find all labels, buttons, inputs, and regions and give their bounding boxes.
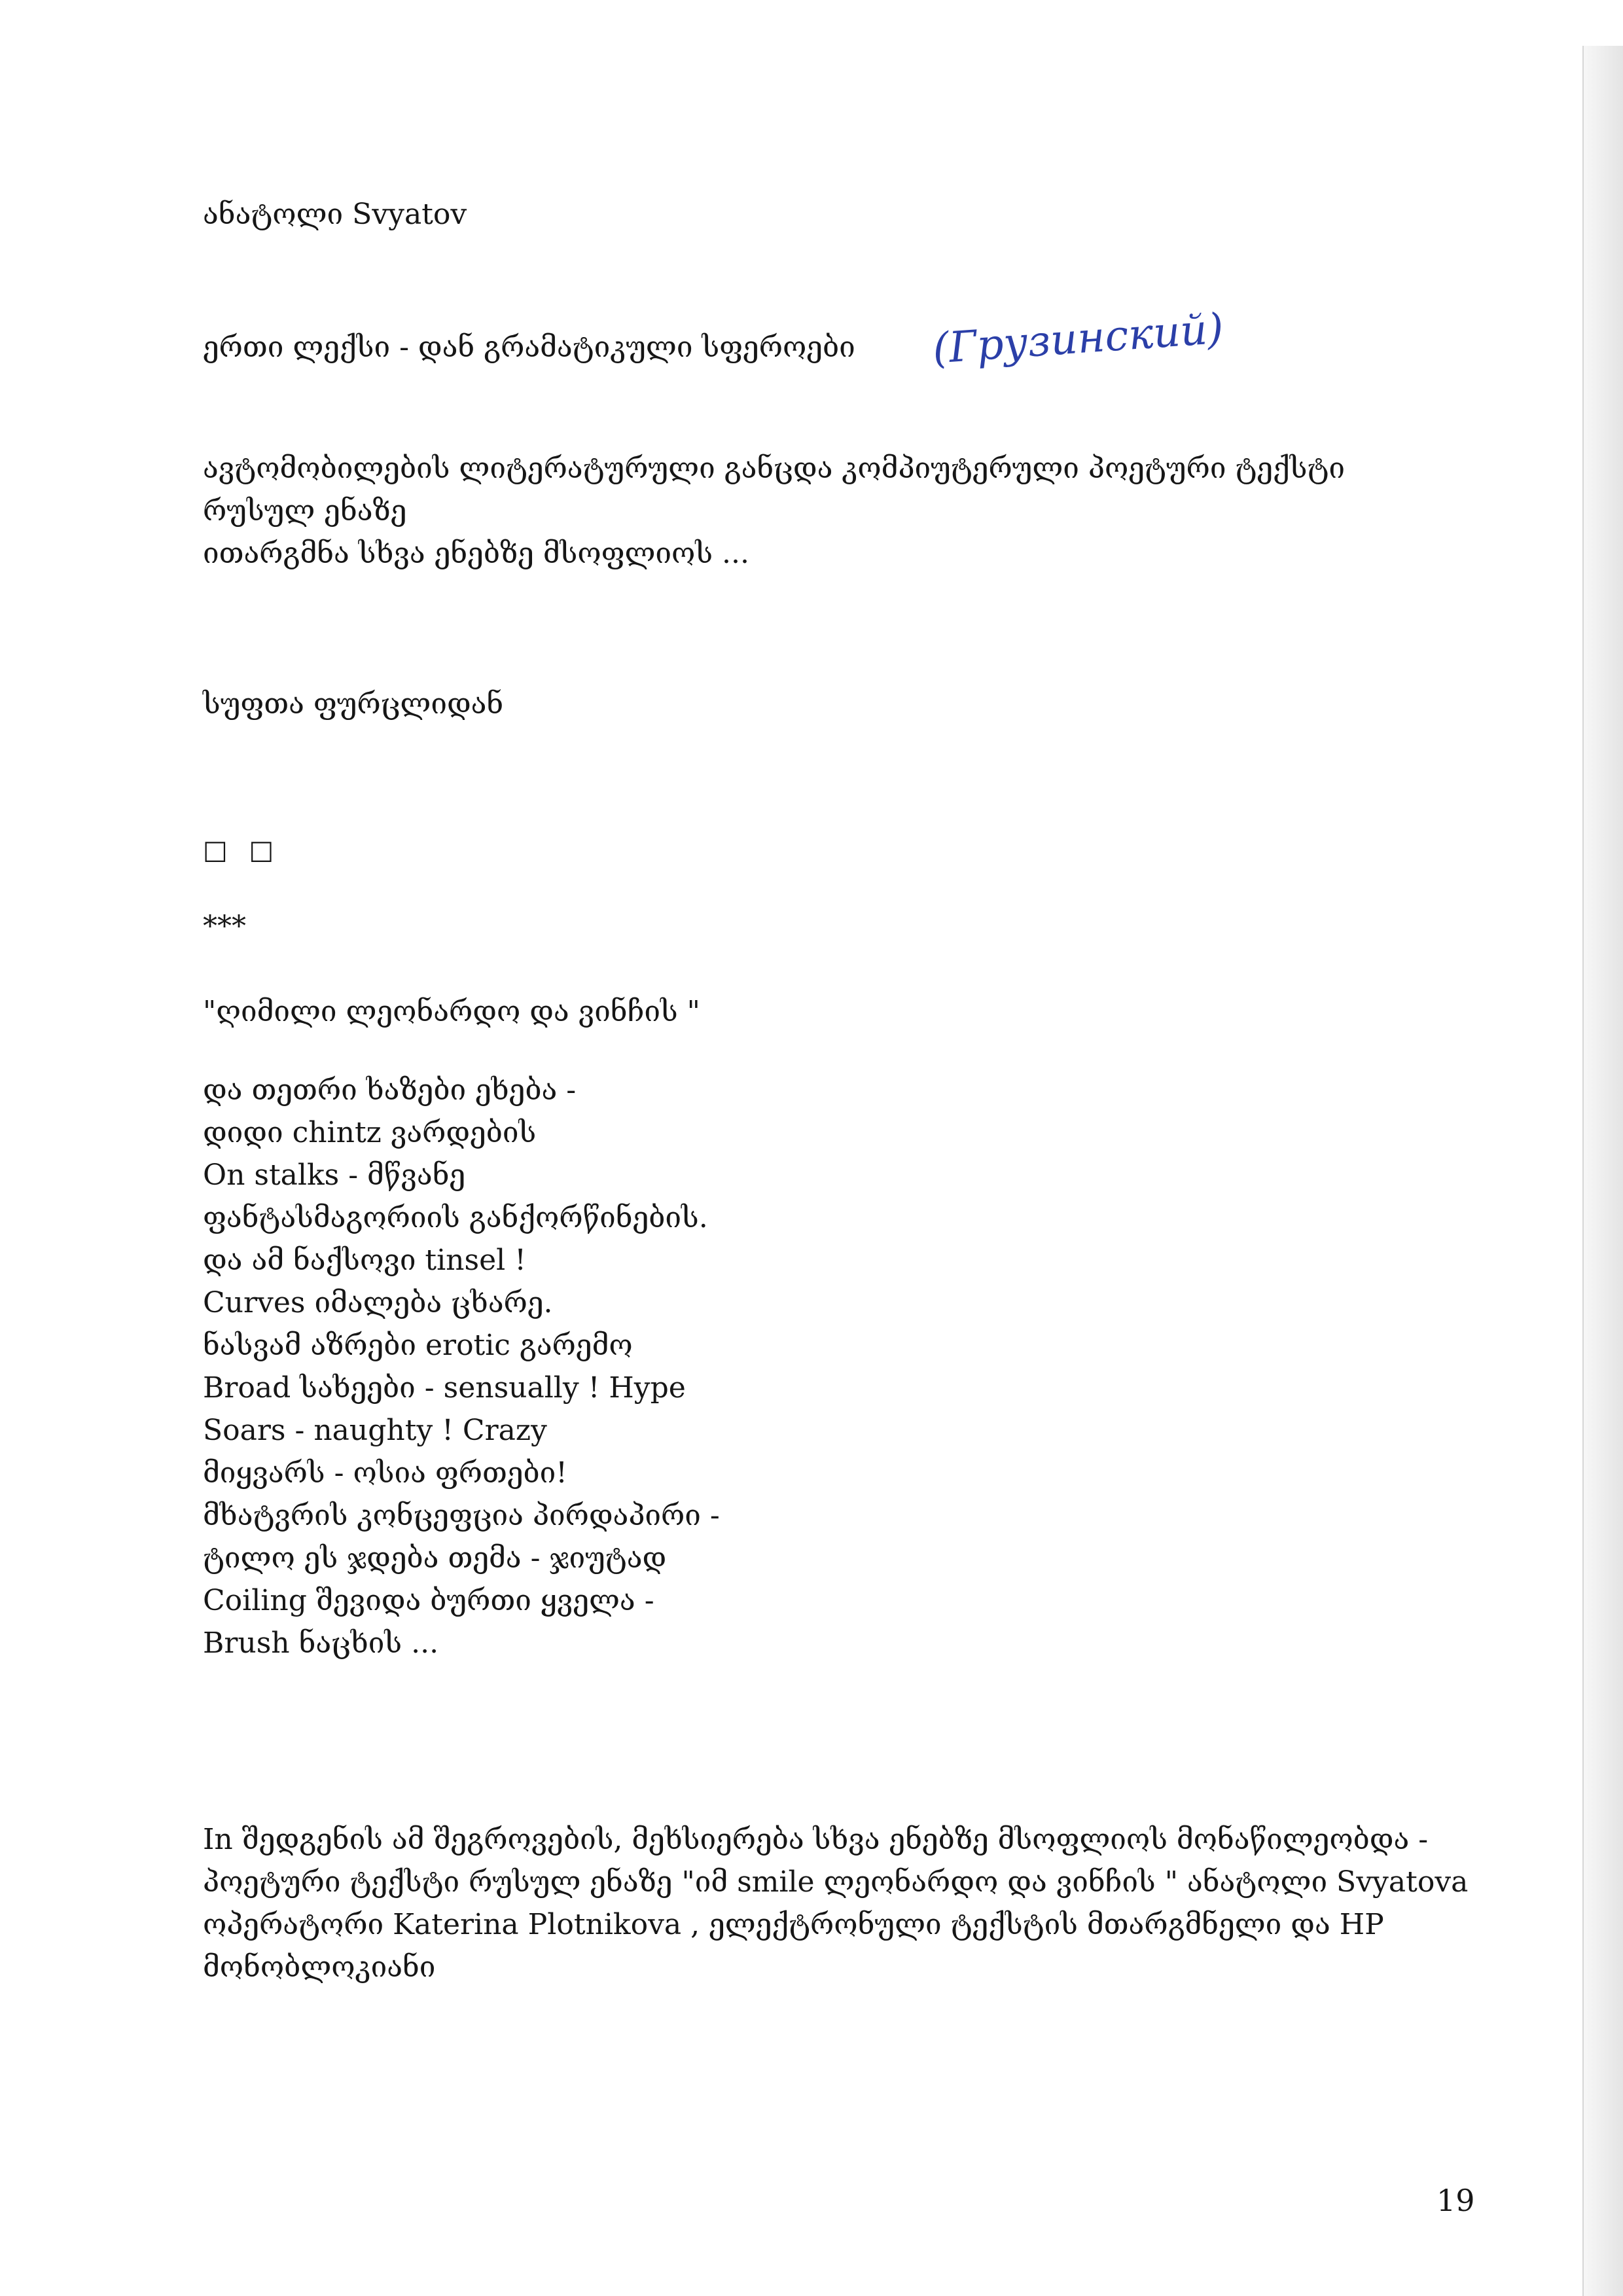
placeholder-glyphs: □ □ bbox=[203, 835, 281, 865]
poem-line: ფანტასმაგორიის განქორწინების. bbox=[203, 1201, 708, 1234]
poem-line: ნასვამ აზრები erotic გარემო bbox=[203, 1329, 633, 1362]
intro-line-2: რუსულ ენაზე bbox=[203, 494, 407, 528]
poem-line: დიდი chintz ვარდების bbox=[203, 1116, 537, 1149]
separator: *** bbox=[203, 910, 246, 943]
closing-line-2: პოეტური ტექსტი რუსულ ენაზე "იმ smile ლეონარდო და ვინჩის " ანატოლი Svyatova bbox=[203, 1865, 1469, 1899]
poem-line: Coiling შევიდა ბურთი ყველა - bbox=[203, 1584, 654, 1617]
poem-line: Soars - naughty ! Crazy bbox=[203, 1414, 547, 1447]
closing-line-1: In შედგენის ამ შეგროვების, მეხსიერება სხვა ენებზე მსოფლიოს მონაწილეობდა - bbox=[203, 1823, 1429, 1856]
poem-title: "ღიმილი ლეონარდო და ვინჩის " bbox=[203, 995, 700, 1028]
poem-line: On stalks - მწვანე bbox=[203, 1158, 466, 1192]
closing-line-3: ოპერატორი Katerina Plotnikova , ელექტრონული ტექსტის მთარგმნელი და HP bbox=[203, 1908, 1384, 1941]
intro-line-1: ავტომობილების ლიტერატურული განცდა კომპიუტერული პოეტური ტექსტი bbox=[203, 452, 1346, 485]
poem-line: Curves იმალება ცხარე. bbox=[203, 1286, 553, 1319]
poem-line: მხატვრის კონცეფცია პირდაპირი - bbox=[203, 1499, 720, 1532]
section-title: სუფთა ფურცლიდან bbox=[203, 687, 504, 721]
page-number: 19 bbox=[1436, 2183, 1475, 2218]
closing-line-4: მონობლოკიანი bbox=[203, 1950, 436, 1984]
subtitle-line: ერთი ლექსი - დან გრამატიკული სფეროები bbox=[203, 331, 855, 364]
poem-line: და თეთრი ხაზები ეხება - bbox=[203, 1073, 577, 1107]
paper-edge bbox=[1582, 46, 1623, 2296]
poem-line: Broad სახეები - sensually ! Hype bbox=[203, 1371, 686, 1405]
poem-line: ტილო ეს ჯდება თემა - ჯიუტად bbox=[203, 1541, 667, 1575]
handwritten-annotation bbox=[919, 302, 1221, 381]
poem-line: და ამ ნაქსოვი tinsel ! bbox=[203, 1244, 526, 1277]
author-line: ანატოლი Svyatov bbox=[203, 198, 467, 231]
svg-text:(Грузинский): (Грузинский) bbox=[931, 304, 1221, 374]
poem-line: Brush ნაცხის ... bbox=[203, 1626, 439, 1660]
intro-line-3: ითარგმნა სხვა ენებზე მსოფლიოს ... bbox=[203, 537, 750, 570]
poem-line: მიყვარს - ოსია ფრთები! bbox=[203, 1456, 567, 1490]
